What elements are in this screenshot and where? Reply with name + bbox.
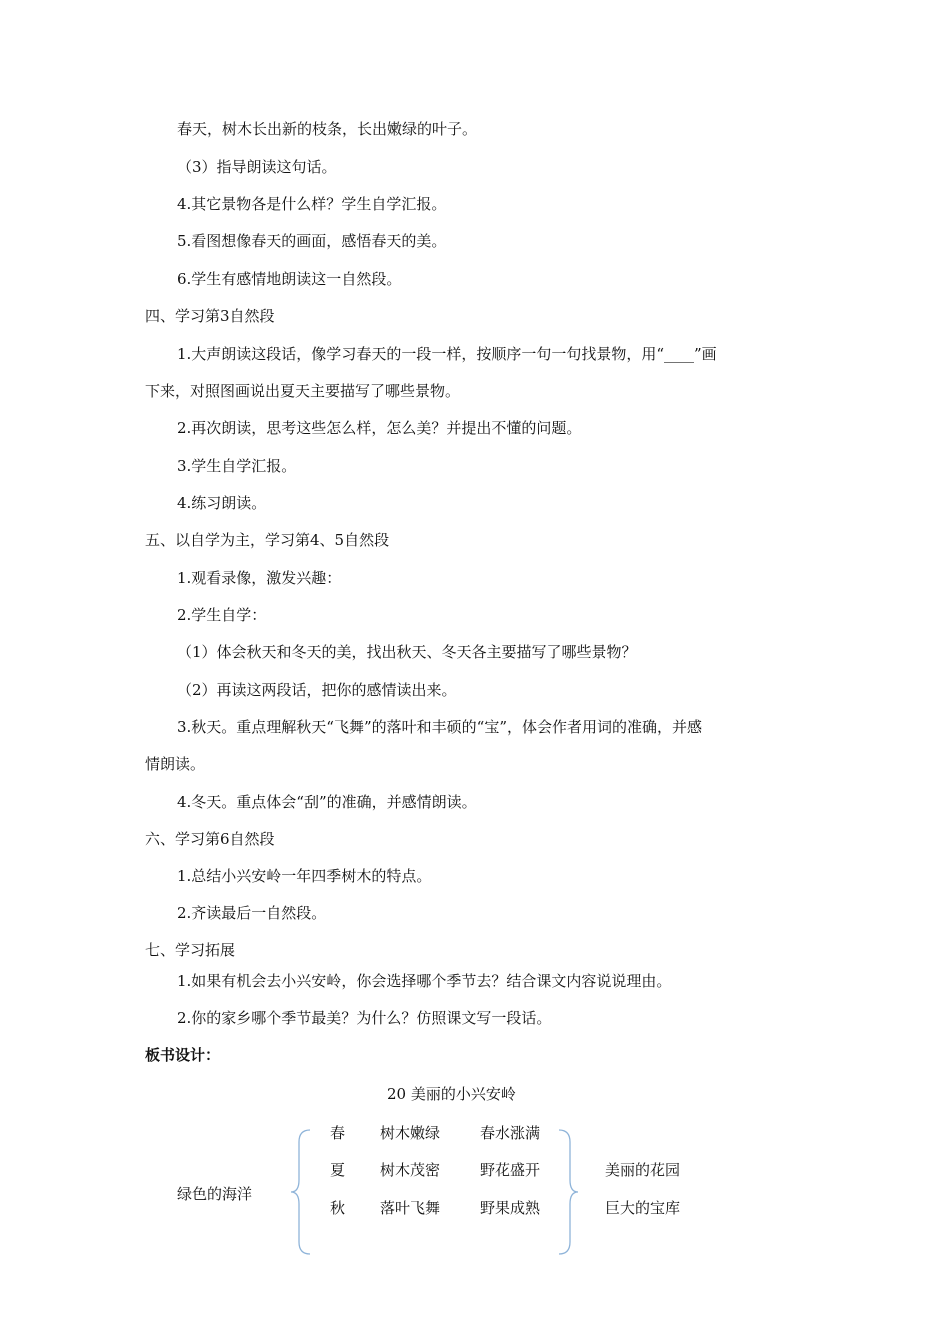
text-line: 1.大声朗读这段话，像学习春天的一段一样，按顺序一句一句找景物，用“____”画 <box>177 345 717 363</box>
board-other: 野果成熟 <box>480 1199 541 1217</box>
text-line: 情朗读。 <box>145 755 206 773</box>
board-season: 秋 <box>330 1199 346 1217</box>
board-left-label: 绿色的海洋 <box>177 1185 253 1203</box>
board-other: 野花盛开 <box>480 1161 541 1179</box>
section-heading: 七、学习拓展 <box>145 941 236 959</box>
section-heading: 五、以自学为主，学习第4、5自然段 <box>145 531 390 549</box>
text-line: 3.学生自学汇报。 <box>177 457 297 475</box>
board-title: 20 美丽的小兴安岭 <box>387 1085 516 1103</box>
left-brace-icon <box>288 1128 314 1256</box>
text-line: 4.其它景物各是什么样？学生自学汇报。 <box>177 195 447 213</box>
text-line: 1.总结小兴安岭一年四季树木的特点。 <box>177 867 432 885</box>
text-line: 下来，对照图画说出夏天主要描写了哪些景物。 <box>145 382 461 400</box>
text-line: 2.齐读最后一自然段。 <box>177 904 327 922</box>
text-line: （3）指导朗读这句话。 <box>177 158 337 176</box>
text-line: 1.如果有机会去小兴安岭，你会选择哪个季节去？结合课文内容说说理由。 <box>177 972 672 990</box>
text-line: （2）再读这两段话，把你的感情读出来。 <box>177 681 457 699</box>
board-right-label: 美丽的花园 <box>605 1161 681 1179</box>
left-brace-path <box>291 1130 310 1254</box>
board-trees: 树木嫩绿 <box>380 1124 441 1142</box>
right-brace-icon <box>555 1128 581 1256</box>
board-trees: 树木茂密 <box>380 1161 441 1179</box>
board-trees: 落叶飞舞 <box>380 1199 441 1217</box>
text-line: 2.你的家乡哪个季节最美？为什么？仿照课文写一段话。 <box>177 1009 552 1027</box>
text-line: 春天，树木长出新的枝条，长出嫩绿的叶子。 <box>177 120 478 138</box>
board-design-heading: 板书设计： <box>145 1046 221 1064</box>
text-line: 4.冬天。重点体会“刮”的准确，并感情朗读。 <box>177 793 477 811</box>
board-season: 春 <box>330 1124 346 1142</box>
text-line: （1）体会秋天和冬天的美，找出秋天、冬天各主要描写了哪些景物？ <box>177 643 637 661</box>
text-line: 6.学生有感情地朗读这一自然段。 <box>177 270 402 288</box>
board-season: 夏 <box>330 1161 346 1179</box>
board-right-label: 巨大的宝库 <box>605 1199 681 1217</box>
right-brace-path <box>559 1130 578 1254</box>
text-line: 3.秋天。重点理解秋天“飞舞”的落叶和丰硕的“宝”，体会作者用词的准确，并感 <box>177 718 702 736</box>
board-other: 春水涨满 <box>480 1124 541 1142</box>
text-line: 1.观看录像，激发兴趣： <box>177 569 342 587</box>
section-heading: 四、学习第3自然段 <box>145 307 275 325</box>
text-line: 2.再次朗读，思考这些怎么样，怎么美？并提出不懂的问题。 <box>177 419 582 437</box>
section-heading: 六、学习第6自然段 <box>145 830 275 848</box>
text-line: 5.看图想像春天的画面，感悟春天的美。 <box>177 232 447 250</box>
text-line: 4.练习朗读。 <box>177 494 267 512</box>
text-line: 2.学生自学： <box>177 606 267 624</box>
